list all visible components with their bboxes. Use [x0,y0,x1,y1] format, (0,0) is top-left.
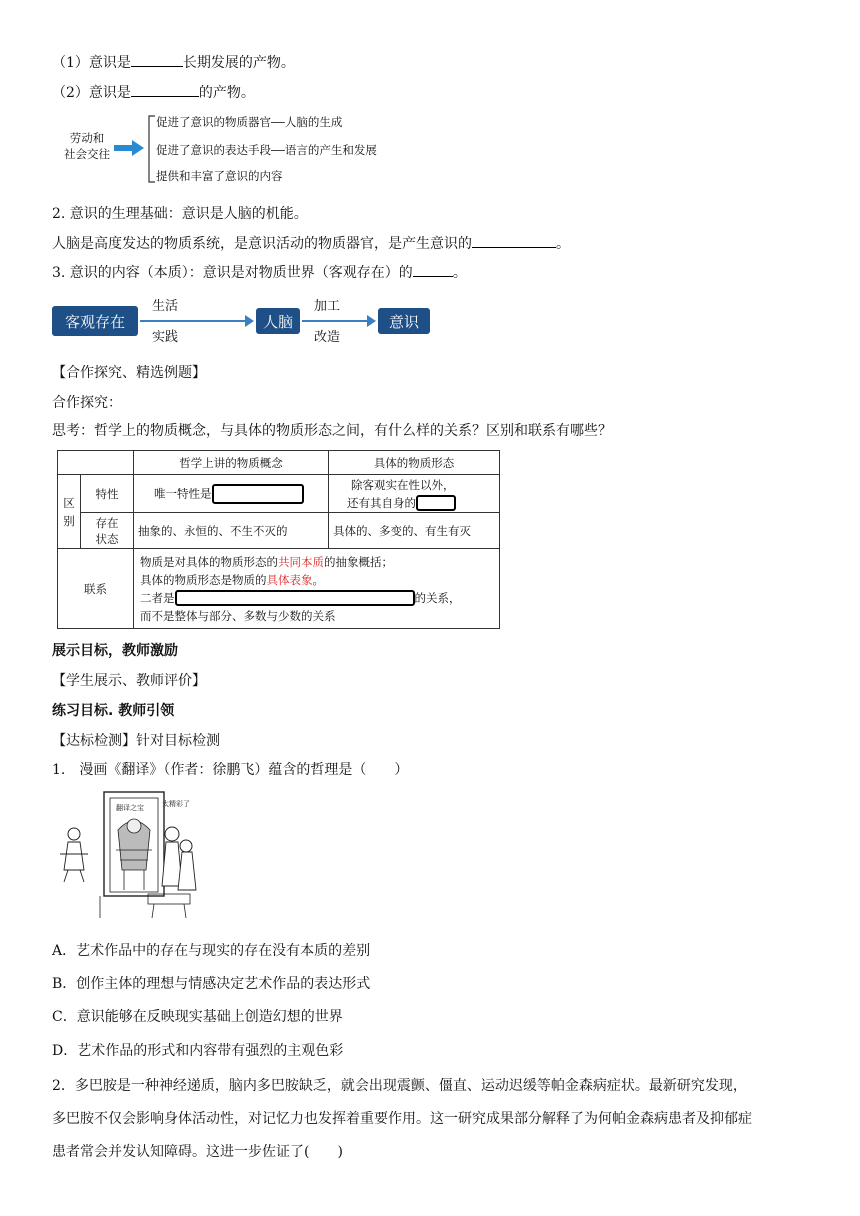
consciousness-flow [52,295,432,347]
labor-arrow-icon [114,140,144,156]
labor-diagram [60,112,450,188]
physio-heading: 2. 意识的生理基础：意识是人脑的机能。 [52,206,308,222]
answer-blank [131,82,199,97]
flow-label: 实践 [152,330,179,345]
flow-arrow [140,320,246,322]
table-row-label: 存在状态 [81,513,134,549]
arrow-right-icon [245,315,254,327]
flow-arrow [302,320,368,322]
table-cell: 除客观实在性以外， 还有其自身的 [329,475,500,513]
table-cell: 抽象的、永恒的、不生不灭的 [134,513,329,549]
q1-option[interactable]: B．创作主体的理想与情感决定艺术作品的表达形式 [52,976,371,992]
arrow-right-icon [367,315,376,327]
q2-line: 2．多巴胺是一种神经递质，脑内多巴胺缺乏，就会出现震颤、僵直、运动迟缓等帕金森病症状。最新研究发现， [52,1078,747,1094]
q2-line: 患者常会并发认知障碍。这进一步佐证了( ) [52,1144,343,1160]
table-header: 哲学上讲的物质概念 [134,451,329,475]
q1-option[interactable]: D．艺术作品的形式和内容带有强烈的主观色彩 [52,1043,344,1059]
answer-blank [131,52,183,67]
flow-label: 加工 [314,299,341,314]
bracket-icon [146,114,156,184]
answer-blank [472,233,556,248]
content-heading: 3. 意识的内容（本质）：意识是对物质世界（客观存在）的 。 [52,262,467,283]
cartoon-sign: 翻译之宝 [116,804,144,812]
labor-branch: 提供和丰富了意识的内容 [156,169,283,183]
cooperate-label: 合作探究： [52,395,122,411]
q1-option[interactable]: A．艺术作品中的存在与现实的存在没有本质的差别 [52,943,371,959]
show-sub: 【学生展示、教师评价】 [52,673,206,689]
table-header: 具体的物质形态 [329,451,500,475]
flow-box-objective: 客观存在 [52,306,138,336]
cooperate-question: 思考：哲学上的物质概念，与具体的物质形态之间，有什么样的关系？区别和联系有哪些？ [52,423,612,439]
practice-title: 练习目标. 教师引领 [52,703,175,719]
practice-sub: 【达标检测】针对目标检测 [52,733,220,749]
comparison-table [57,450,500,629]
q1-stem: 1. 漫画《翻译》（作者：徐鹏飞）蕴含的哲理是（ ） [52,762,409,778]
table-row-label: 特性 [81,475,134,513]
labor-branch: 促进了意识的物质器官——人脑的生成 [156,115,343,129]
flow-box-consciousness: 意识 [378,308,430,334]
q2-line: 多巴胺不仅会影响身体活动性，对记忆力也发挥着重要作用。这一研究成果部分解释了为何帕金森病患者及抑郁症 [52,1111,752,1127]
answer-box [212,484,304,504]
cartoon-speech: 太精彩了 [162,800,190,808]
table-link-label: 联系 [58,549,134,629]
flow-label: 改造 [314,330,341,345]
flow-label: 生活 [152,299,179,314]
labor-branch: 促进了意识的表达手段——语言的产生和发展 [156,143,377,157]
table-corner [58,451,134,475]
physio-body: 人脑是高度发达的物质系统，是意识活动的物质器官，是产生意识的 。 [52,233,570,254]
origin-item-2: （2）意识是 的产物。 [52,82,255,103]
flow-box-brain: 人脑 [256,308,300,334]
cartoon-translation-image [54,790,204,920]
answer-blank [413,262,453,277]
table-cell: 具体的、多变的、有生有灭 [329,513,500,549]
answer-box [416,495,456,511]
table-link-cell: 物质是对具体的物质形态的共同本质的抽象概括； 具体的物质形态是物质的具体表象。 二者是 的关系， 而不是整体与部分、多数与少数的关系 [134,549,500,629]
show-title: 展示目标，教师激励 [52,643,178,659]
cooperate-section: 【合作探究、精选例题】 [52,365,206,381]
answer-box [175,590,415,606]
origin-item-1: （1）意识是 长期发展的产物。 [52,52,295,73]
labor-source: 劳动和 社会交往 [64,131,110,161]
table-cell: 唯一特性是 [134,475,329,513]
table-diff-label: 区别 [58,475,81,549]
q1-option[interactable]: C．意识能够在反映现实基础上创造幻想的世界 [52,1009,343,1025]
